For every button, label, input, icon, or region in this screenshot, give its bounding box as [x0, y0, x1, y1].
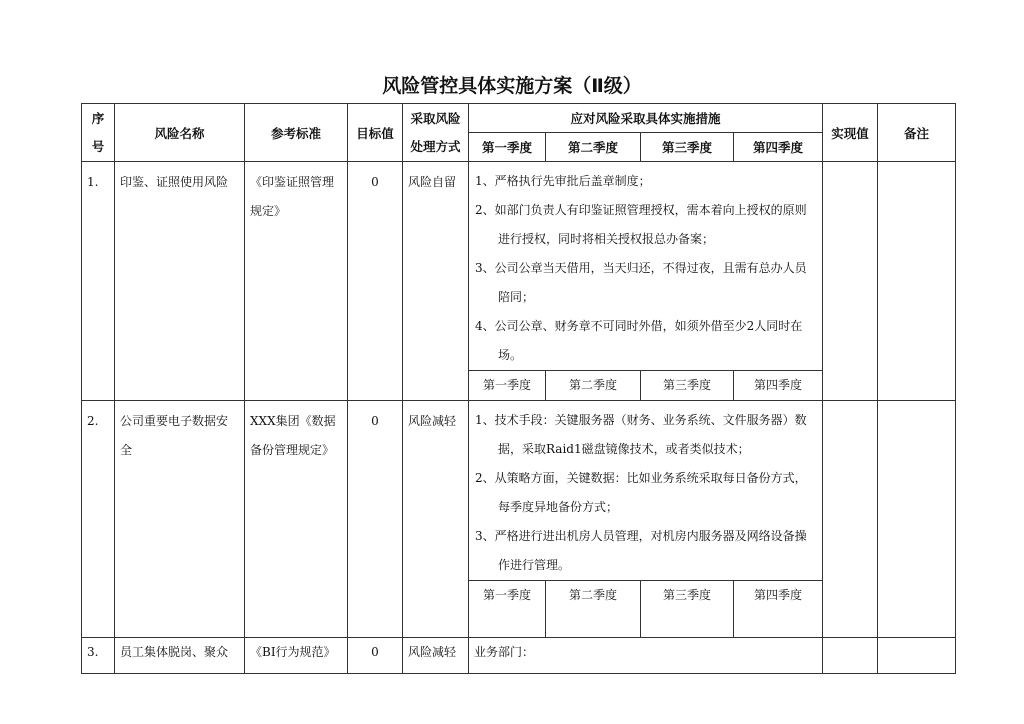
measure-item: 3、严格进行进出机房人员管理，对机房内服务器及网络设备操作进行管理。	[475, 529, 807, 572]
row-method: 风险减轻	[403, 638, 469, 674]
header-reference: 参考标准	[245, 104, 348, 162]
risk-plan-table	[81, 103, 956, 674]
header-q3: 第三季度	[641, 133, 734, 162]
row-measures	[469, 401, 823, 581]
quarter-q2: 第二季度	[546, 581, 641, 638]
row-measures: 业务部门：	[469, 638, 823, 674]
measure-item: 2、从策略方面，关键数据：比如业务系统采取每日备份方式，每季度异地备份方式；	[475, 471, 807, 514]
row-actual	[823, 638, 878, 674]
quarter-q1: 第一季度	[469, 371, 546, 401]
row-actual	[823, 162, 878, 401]
row-target: 0	[348, 401, 403, 638]
row-seq: 3.	[82, 638, 115, 674]
header-q2: 第二季度	[546, 133, 641, 162]
measure-item: 2、如部门负责人有印鉴证照管理授权，需本着向上授权的原则进行授权，同时将相关授权报总办备案；	[475, 203, 807, 246]
quarter-q4: 第四季度	[734, 371, 823, 401]
header-target: 目标值	[348, 104, 403, 162]
quarter-q2: 第二季度	[546, 371, 641, 401]
row-reference: XXX集团《数据备份管理规定》	[245, 401, 348, 638]
row-method: 风险减轻	[403, 401, 469, 638]
measure-item: 1、技术手段：关键服务器（财务、业务系统、文件服务器）数据，采取Raid1磁盘镜像技术，或者类似技术；	[475, 413, 807, 456]
header-q4: 第四季度	[734, 133, 823, 162]
table-row	[82, 401, 956, 581]
row-actual	[823, 401, 878, 638]
document-title: 风险管控具体实施方案（Ⅱ级）	[382, 75, 642, 97]
header-method: 采取风险 处理方式	[403, 104, 469, 162]
row-seq: 1.	[82, 162, 115, 401]
row-method: 风险自留	[403, 162, 469, 401]
row-target: 0	[348, 638, 403, 674]
row-risk-name: 员工集体脱岗、聚众	[115, 638, 245, 674]
row-reference: 《BI行为规范》	[245, 638, 348, 674]
row-target: 0	[348, 162, 403, 401]
header-actual: 实现值	[823, 104, 878, 162]
measure-item: 1、严格执行先审批后盖章制度；	[475, 174, 651, 188]
row-risk-name: 公司重要电子数据安全	[115, 401, 245, 638]
measure-item: 3、公司公章当天借用，当天归还，不得过夜，且需有总办人员陪同；	[475, 261, 807, 304]
header-q1: 第一季度	[469, 133, 546, 162]
quarter-q4: 第四季度	[734, 581, 823, 638]
measure-item: 4、公司公章、财务章不可同时外借，如须外借至少2人同时在场。	[475, 319, 803, 362]
row-remarks	[878, 638, 956, 674]
row-remarks	[878, 401, 956, 638]
row-measures	[469, 162, 823, 371]
table-row	[82, 162, 956, 371]
row-risk-name: 印鉴、证照使用风险	[115, 162, 245, 401]
quarter-q1: 第一季度	[469, 581, 546, 638]
table-row	[82, 638, 956, 674]
quarter-q3: 第三季度	[641, 371, 734, 401]
header-remarks: 备注	[878, 104, 956, 162]
header-risk-name: 风险名称	[115, 104, 245, 162]
row-remarks	[878, 162, 956, 401]
header-seq: 序 号	[82, 104, 115, 162]
row-reference: 《印鉴证照管理规定》	[245, 162, 348, 401]
quarter-q3: 第三季度	[641, 581, 734, 638]
row-seq: 2.	[82, 401, 115, 638]
header-measures: 应对风险采取具体实施措施	[469, 104, 823, 133]
